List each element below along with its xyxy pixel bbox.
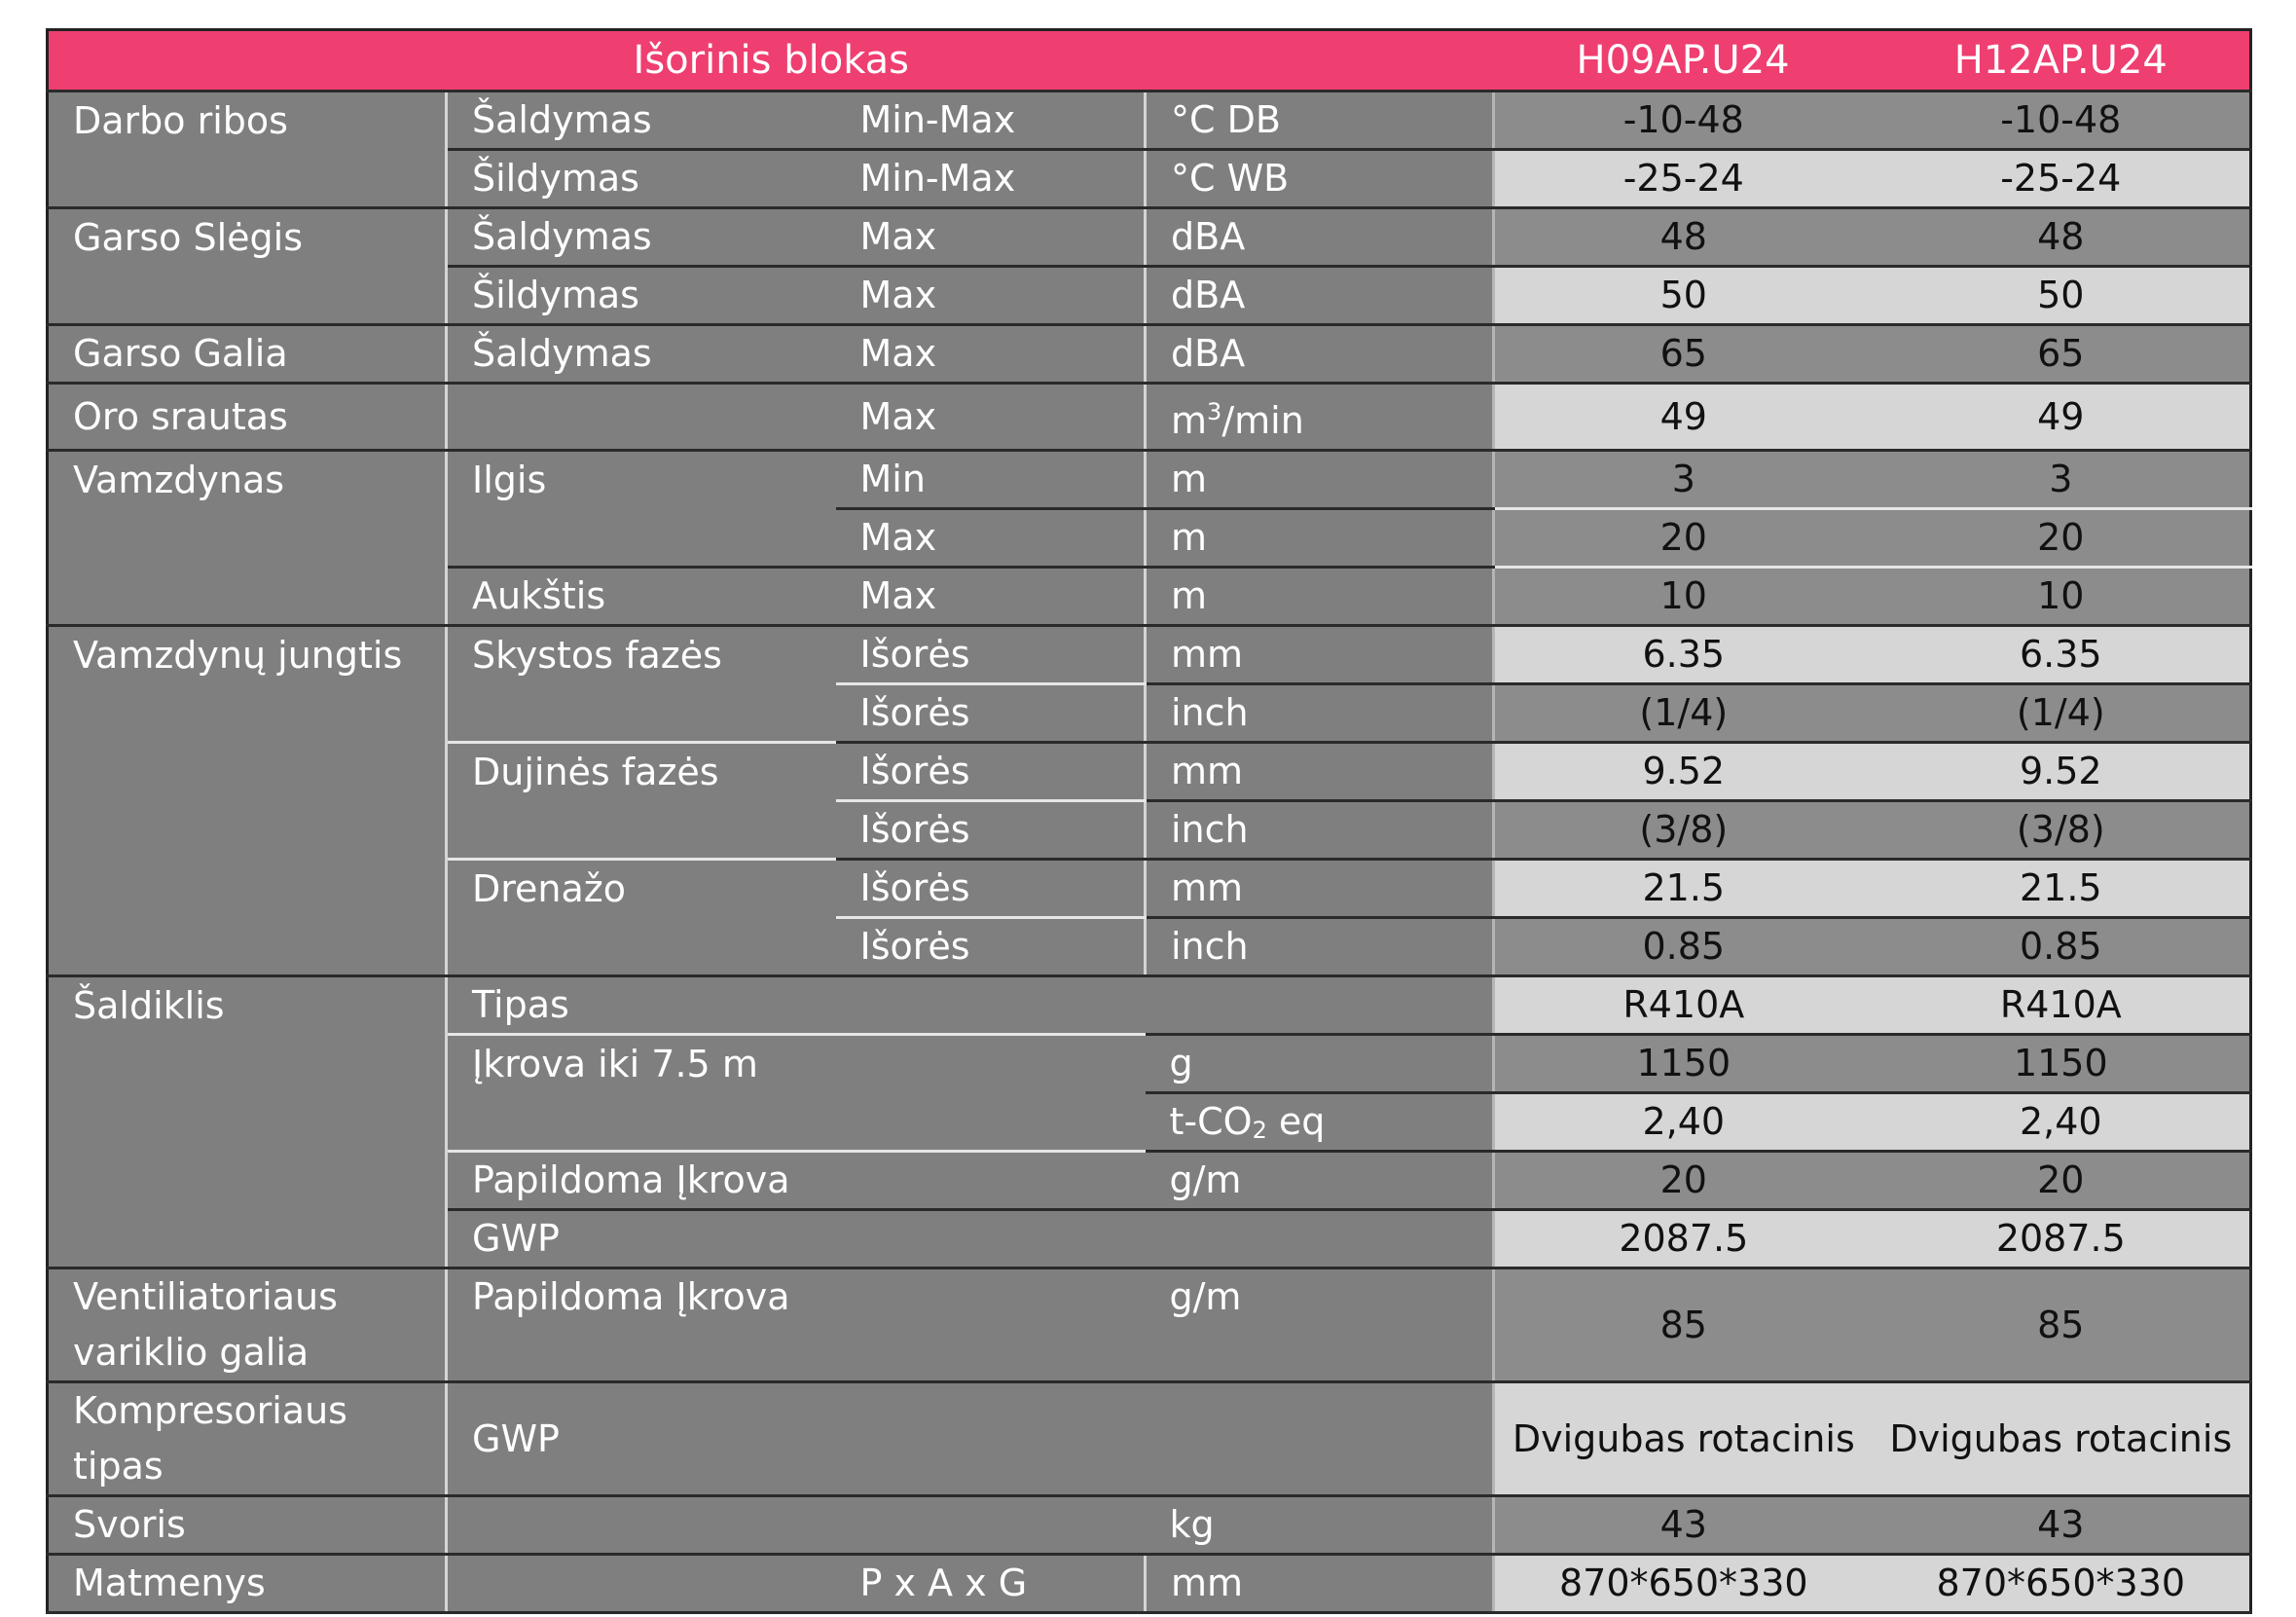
row-group-label: [48, 568, 447, 626]
row-unit: dBA: [1146, 208, 1494, 267]
row-subgroup-label: Papildoma Įkrova: [447, 1152, 1146, 1210]
value-model-1: 2087.5: [1494, 1210, 1873, 1268]
value-model-2: 6.35: [1873, 626, 2251, 684]
header-title: Išorinis blokas: [48, 30, 1494, 92]
value-model-1: 20: [1494, 1152, 1873, 1210]
row-unit: g/m: [1146, 1152, 1494, 1210]
table-row: [48, 1555, 2251, 1613]
value-model-2: 10: [1873, 568, 2251, 626]
row-qualifier: Išorės: [836, 626, 1146, 684]
value-model-2: 9.52: [1873, 743, 2251, 801]
row-qualifier: Max: [836, 267, 1146, 325]
row-unit: kg: [1146, 1496, 1494, 1555]
row-unit: °C WB: [1146, 150, 1494, 208]
row-subgroup-label: Šaldymas: [447, 325, 836, 384]
row-qualifier: Išorės: [836, 743, 1146, 801]
row-group-label: [48, 860, 447, 918]
table-row: [48, 325, 2251, 384]
value-model-1: 20: [1494, 509, 1873, 568]
table-row: [48, 1093, 2251, 1152]
row-unit: [1146, 1382, 1494, 1496]
row-group-label: Kompresoriaus tipas: [48, 1382, 447, 1496]
row-unit: mm: [1146, 743, 1494, 801]
value-model-1: 0.85: [1494, 918, 1873, 976]
value-model-1: -10-48: [1494, 92, 1873, 150]
row-subgroup-label: Aukštis: [447, 568, 836, 626]
table-row: [48, 1152, 2251, 1210]
unit-subscript: 2: [1252, 1117, 1267, 1144]
value-model-1: 65: [1494, 325, 1873, 384]
row-qualifier: Išorės: [836, 918, 1146, 976]
value-model-2: 49: [1873, 384, 2251, 451]
table-row: [48, 1268, 2251, 1382]
value-model-1: R410A: [1494, 976, 1873, 1035]
value-model-2: 43: [1873, 1496, 2251, 1555]
row-group-label: [48, 743, 447, 801]
value-model-2: (1/4): [1873, 684, 2251, 743]
table-row: [48, 626, 2251, 684]
unit-rest: eq: [1266, 1100, 1326, 1143]
spec-table: [46, 28, 2252, 1614]
value-model-1: 85: [1494, 1268, 1873, 1382]
table-row: [48, 860, 2251, 918]
table-row: [48, 1035, 2251, 1093]
row-group-label: Vamzdynas: [48, 451, 447, 509]
row-qualifier: Išorės: [836, 860, 1146, 918]
table-row: [48, 150, 2251, 208]
value-model-1: 2,40: [1494, 1093, 1873, 1152]
row-group-label: Vamzdynų jungtis: [48, 626, 447, 684]
row-qualifier: Min: [836, 451, 1146, 509]
table-row: [48, 976, 2251, 1035]
row-qualifier: Min-Max: [836, 150, 1146, 208]
value-model-2: R410A: [1873, 976, 2251, 1035]
value-model-2: 3: [1873, 451, 2251, 509]
table-row: [48, 509, 2251, 568]
row-subgroup-label: [447, 801, 836, 860]
row-unit: inch: [1146, 918, 1494, 976]
row-subgroup-label: Šildymas: [447, 150, 836, 208]
row-unit: inch: [1146, 684, 1494, 743]
row-unit: mm: [1146, 860, 1494, 918]
value-model-2: -25-24: [1873, 150, 2251, 208]
table-row: [48, 801, 2251, 860]
row-group-label: Darbo ribos: [48, 92, 447, 150]
value-model-1: 43: [1494, 1496, 1873, 1555]
row-qualifier: Išorės: [836, 684, 1146, 743]
value-model-2: 1150: [1873, 1035, 2251, 1093]
row-qualifier: Max: [836, 325, 1146, 384]
row-unit: m: [1146, 509, 1494, 568]
row-subgroup-label: GWP: [447, 1210, 1146, 1268]
row-unit: mm: [1146, 1555, 1494, 1613]
row-unit: °C DB: [1146, 92, 1494, 150]
row-qualifier: Max: [836, 509, 1146, 568]
row-subgroup-label: Drenažo: [447, 860, 836, 918]
row-group-label: Oro srautas: [48, 384, 447, 451]
row-group-label: [48, 267, 447, 325]
value-model-1: 9.52: [1494, 743, 1873, 801]
row-qualifier: Min-Max: [836, 92, 1146, 150]
table-row: [48, 92, 2251, 150]
table-row: [48, 267, 2251, 325]
value-model-2: 20: [1873, 509, 2251, 568]
value-model-1: 3: [1494, 451, 1873, 509]
value-model-2: (3/8): [1873, 801, 2251, 860]
row-unit: mm: [1146, 626, 1494, 684]
row-group-label: Svoris: [48, 1496, 447, 1555]
value-model-1: 49: [1494, 384, 1873, 451]
value-model-2: 21.5: [1873, 860, 2251, 918]
value-model-2: 85: [1873, 1268, 2251, 1382]
value-model-2: 2087.5: [1873, 1210, 2251, 1268]
row-group-label: [48, 1152, 447, 1210]
row-unit: g: [1146, 1035, 1494, 1093]
row-subgroup-label: [447, 509, 836, 568]
table-row: [48, 918, 2251, 976]
value-model-2: 0.85: [1873, 918, 2251, 976]
table-row: [48, 568, 2251, 626]
row-group-label: [48, 1093, 447, 1152]
row-subgroup-label: [447, 1555, 836, 1613]
row-group-label: Garso Slėgis: [48, 208, 447, 267]
row-group-label: [48, 1210, 447, 1268]
value-model-2: 870*650*330: [1873, 1555, 2251, 1613]
row-subgroup-label: [447, 1093, 1146, 1152]
value-model-2: Dvigubas rotacinis: [1873, 1382, 2251, 1496]
row-unit: g/m: [1146, 1268, 1494, 1382]
value-model-1: 10: [1494, 568, 1873, 626]
value-model-2: 48: [1873, 208, 2251, 267]
row-unit: [1146, 976, 1494, 1035]
unit-base: m: [1171, 399, 1208, 442]
value-model-1: 50: [1494, 267, 1873, 325]
row-unit: dBA: [1146, 325, 1494, 384]
value-model-1: 1150: [1494, 1035, 1873, 1093]
row-subgroup-label: Įkrova iki 7.5 m: [447, 1035, 1146, 1093]
row-subgroup-label: Tipas: [447, 976, 1146, 1035]
header-model-2: H12AP.U24: [1873, 30, 2251, 92]
row-subgroup-label: [447, 1496, 1146, 1555]
table-row: [48, 384, 2251, 451]
row-subgroup-label: Šildymas: [447, 267, 836, 325]
table-row: [48, 1382, 2251, 1496]
row-qualifier: Max: [836, 208, 1146, 267]
row-group-label: [48, 801, 447, 860]
value-model-2: 2,40: [1873, 1093, 2251, 1152]
table-row: [48, 743, 2251, 801]
row-qualifier: Max: [836, 568, 1146, 626]
value-model-1: Dvigubas rotacinis: [1494, 1382, 1873, 1496]
row-unit: [1146, 1093, 1494, 1152]
row-group-label: Matmenys: [48, 1555, 447, 1613]
unit-rest: /min: [1221, 399, 1304, 442]
row-unit: [1146, 384, 1494, 451]
row-subgroup-label: [447, 918, 836, 976]
row-subgroup-label: Papildoma Įkrova: [447, 1268, 1146, 1382]
value-model-2: 20: [1873, 1152, 2251, 1210]
table-row: [48, 1210, 2251, 1268]
value-model-1: (1/4): [1494, 684, 1873, 743]
row-group-label: [48, 150, 447, 208]
row-subgroup-label: [447, 384, 836, 451]
row-group-label: Ventiliatoriaus variklio galia: [48, 1268, 447, 1382]
value-model-1: 870*650*330: [1494, 1555, 1873, 1613]
row-group-label: Šaldiklis: [48, 976, 447, 1035]
value-model-2: 50: [1873, 267, 2251, 325]
row-subgroup-label: [447, 684, 836, 743]
row-unit: [1146, 1210, 1494, 1268]
table-row: [48, 451, 2251, 509]
row-subgroup-label: Šaldymas: [447, 208, 836, 267]
row-group-label: [48, 509, 447, 568]
row-subgroup-label: Skystos fazės: [447, 626, 836, 684]
row-qualifier: Išorės: [836, 801, 1146, 860]
table-row: [48, 684, 2251, 743]
table-row: [48, 1496, 2251, 1555]
row-unit: inch: [1146, 801, 1494, 860]
row-subgroup-label: GWP: [447, 1382, 1146, 1496]
unit-base: t-CO: [1169, 1100, 1253, 1143]
row-subgroup-label: Šaldymas: [447, 92, 836, 150]
row-unit: m: [1146, 451, 1494, 509]
unit-superscript: 3: [1207, 398, 1222, 425]
value-model-1: -25-24: [1494, 150, 1873, 208]
value-model-1: (3/8): [1494, 801, 1873, 860]
value-model-1: 6.35: [1494, 626, 1873, 684]
row-qualifier: P x A x G: [836, 1555, 1146, 1613]
row-group-label: [48, 918, 447, 976]
value-model-1: 21.5: [1494, 860, 1873, 918]
value-model-2: -10-48: [1873, 92, 2251, 150]
table-row: [48, 208, 2251, 267]
header-model-1: H09AP.U24: [1494, 30, 1873, 92]
row-group-label: [48, 1035, 447, 1093]
row-subgroup-label: Dujinės fazės: [447, 743, 836, 801]
row-unit: dBA: [1146, 267, 1494, 325]
value-model-1: 48: [1494, 208, 1873, 267]
row-subgroup-label: Ilgis: [447, 451, 836, 509]
row-group-label: Garso Galia: [48, 325, 447, 384]
value-model-2: 65: [1873, 325, 2251, 384]
row-qualifier: Max: [836, 384, 1146, 451]
row-group-label: [48, 684, 447, 743]
header-row: [48, 30, 2251, 92]
row-unit: m: [1146, 568, 1494, 626]
